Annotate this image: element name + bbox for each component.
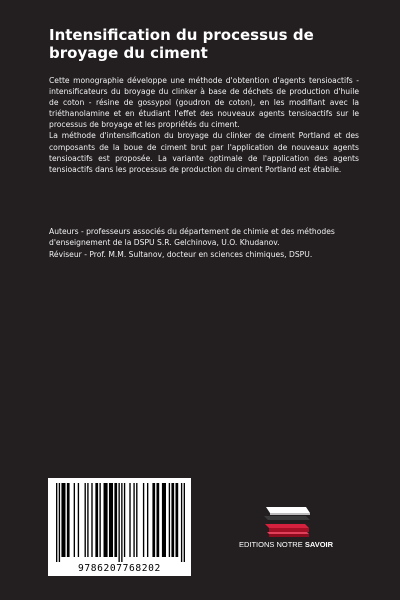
book-description: [49, 75, 359, 175]
barcode-bar: [124, 483, 125, 557]
description-paragraph: La méthode d'intensification du broyage du clinker de ciment Portland et des composants de la boue de ciment brut par l'application de nouveaux agents tensioactifs est proposée. La variante optimale de l'application des agents tensioactifs dans les processus de production du ciment Portland est établie.: [49, 131, 359, 174]
barcode-bar: [104, 483, 108, 557]
barcode-bar: [74, 483, 75, 557]
barcode-bar: [162, 483, 166, 557]
reviewer-line: Réviseur - Prof. M.M. Sultanov, docteur en sciences chimiques, DSPU.: [49, 249, 313, 259]
barcode-bar: [67, 483, 70, 557]
barcode-bar: [136, 483, 137, 557]
barcode-bar: [121, 483, 122, 562]
barcode-bar: [175, 483, 178, 557]
barcode-bar: [61, 483, 65, 557]
barcode-bar: [56, 483, 57, 562]
barcode-bar: [147, 483, 148, 557]
barcode-bar: [87, 483, 88, 557]
publisher-name: [230, 540, 342, 549]
barcode-bar: [133, 483, 134, 557]
barcode-bar: [95, 483, 98, 557]
publisher-name-part2: SAVOIR: [304, 540, 334, 549]
barcode-bar: [143, 483, 144, 557]
barcode-bar: [156, 483, 159, 557]
barcode-bar: [184, 483, 185, 562]
barcode-bar: [169, 483, 170, 557]
barcode-bar: [85, 483, 86, 557]
book-title: Intensification du processus de broyage du ciment: [49, 26, 314, 62]
isbn-barcode: [48, 478, 191, 576]
barcode-bar: [181, 483, 182, 562]
book-stack-icon: [258, 504, 314, 538]
publisher-name-part1: EDITIONS NOTRE: [238, 540, 303, 549]
isbn-number: 9786207768202: [78, 563, 161, 574]
barcode-bar: [118, 483, 119, 562]
barcode-bar: [171, 483, 174, 557]
barcode-bar: [78, 483, 79, 557]
barcode-bar: [114, 483, 117, 557]
barcode-bars: [48, 478, 191, 576]
barcode-bar: [109, 483, 113, 557]
barcode-bar: [99, 483, 100, 557]
barcode-bar: [129, 483, 130, 557]
author-credits: [49, 226, 369, 260]
barcode-bar: [91, 483, 92, 557]
description-paragraph: Cette monographie développe une méthode d'obtention d'agents tensioactifs - intensificateurs du broyage du clinker à base de déchets de production d'huile de coton - résine de gossypol (goudron de coton), en les modifiant avec la triéthanolamine et en étudiant l'effet des nouveaux agents tensioactifs sur le processus de broyage et les propriétés du ciment.: [49, 76, 359, 130]
barcode-bar: [152, 483, 155, 557]
authors-line: Auteurs - professeurs associés du département de chimie et des méthodes d'enseignement de la DSPU S.R. Gelchinova, U.O. Khudanov.: [49, 227, 335, 248]
barcode-bar: [59, 483, 60, 562]
